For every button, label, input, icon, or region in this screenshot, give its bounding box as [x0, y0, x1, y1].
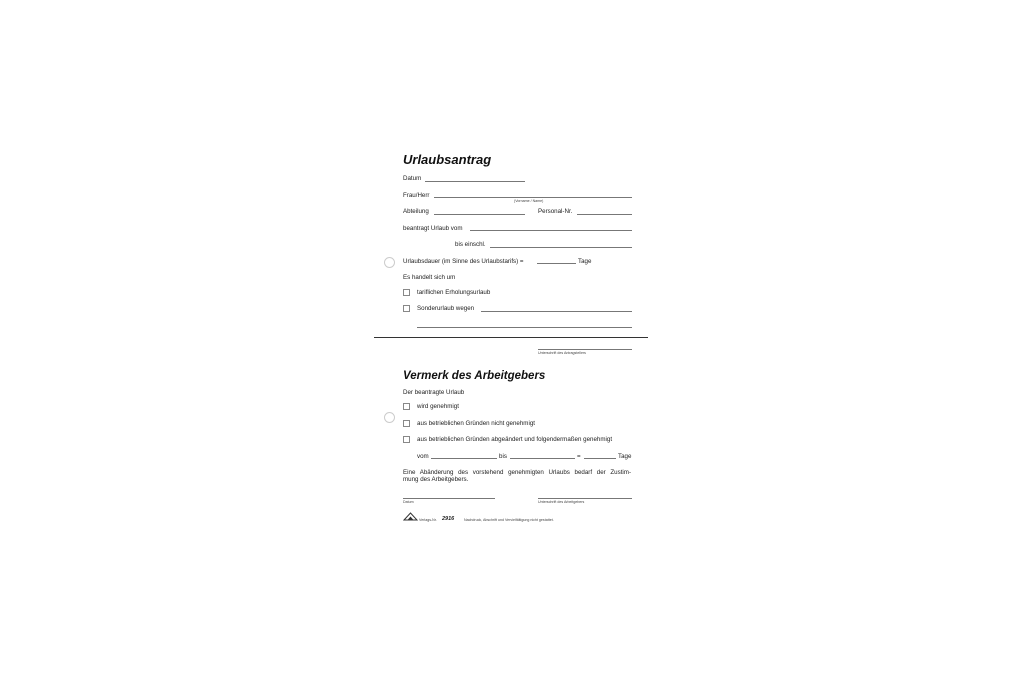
bis-einschl-field[interactable]: [490, 247, 632, 248]
urlaub-vom-field[interactable]: [470, 230, 632, 231]
personal-nr-field[interactable]: [577, 214, 632, 215]
publisher-logo-icon: [403, 512, 418, 521]
erholungsurlaub-label: tariflichen Erholungsurlaub: [417, 289, 491, 296]
employer-datum-field[interactable]: [403, 498, 495, 499]
dauer-label: Urlaubsdauer (im Sinne des Urlaubstarifs) =: [403, 258, 524, 265]
nicht-genehmigt-label: aus betrieblichen Gründen nicht genehmigt: [417, 420, 535, 427]
note-line-2: mung des Arbeitgebers.: [403, 476, 469, 483]
abgeaendert-label: aus betrieblichen Gründen abgeändert und folgendermaßen genehmigt: [417, 436, 613, 443]
vom-label: vom: [417, 453, 429, 460]
bis-label: bis: [499, 453, 507, 460]
name-hint: (Vorname / Name): [514, 199, 544, 203]
genehmigt-label: wird genehmigt: [417, 403, 459, 410]
verlag-label: Verlags-Nr.: [419, 518, 437, 522]
abgeaendert-checkbox[interactable]: [403, 436, 410, 443]
es-handelt-label: Es handelt sich um: [403, 274, 456, 281]
employer-title: Vermerk des Arbeitgebers: [403, 370, 546, 382]
copyright-notice: Nachdruck, Abschrift und Vervielfältigung nicht gestattet.: [464, 518, 554, 522]
note-line-1: Eine Abänderung des vorstehend genehmigten Urlaubs bedarf der Zustim-: [403, 469, 631, 476]
form-title: Urlaubsantrag: [403, 152, 492, 167]
tage-label: Tage: [578, 258, 592, 265]
employer-datum-label: Datum: [403, 500, 414, 504]
arbeitgeber-signature-field[interactable]: [538, 498, 632, 499]
personal-nr-label: Personal-Nr.: [538, 208, 573, 215]
datum-field[interactable]: [425, 181, 525, 182]
vom-field[interactable]: [431, 458, 497, 459]
tage-field[interactable]: [584, 458, 616, 459]
punch-hole-icon: [384, 412, 395, 423]
verlag-number: 2916: [442, 516, 455, 522]
urlaub-vom-label: beantragt Urlaub vom: [403, 225, 463, 232]
employer-tage-label: Tage: [618, 453, 632, 460]
sonderurlaub-reason-field-2[interactable]: [417, 327, 632, 328]
antragsteller-signature-field[interactable]: [538, 349, 632, 350]
datum-label: Datum: [403, 175, 422, 182]
employer-intro: Der beantragte Urlaub: [403, 389, 465, 396]
sonderurlaub-label: Sonderurlaub wegen: [417, 305, 475, 312]
genehmigt-checkbox[interactable]: [403, 403, 410, 410]
equals-label: =: [577, 453, 581, 460]
nicht-genehmigt-checkbox[interactable]: [403, 420, 410, 427]
sonderurlaub-reason-field[interactable]: [481, 311, 632, 312]
sonderurlaub-checkbox[interactable]: [403, 305, 410, 312]
name-label: Frau/Herr: [403, 192, 430, 199]
abteilung-field[interactable]: [434, 214, 525, 215]
punch-hole-icon: [384, 257, 395, 268]
name-field[interactable]: [434, 197, 632, 198]
antragsteller-signature-label: Unterschrift des Antragstellers: [538, 351, 586, 355]
erholungsurlaub-checkbox[interactable]: [403, 289, 410, 296]
abteilung-label: Abteilung: [403, 208, 429, 215]
dauer-field[interactable]: [537, 263, 576, 264]
section-divider: [374, 337, 648, 338]
arbeitgeber-signature-label: Unterschrift des Arbeitgebers: [538, 500, 585, 504]
bis-einschl-label: bis einschl.: [455, 241, 486, 248]
bis-field[interactable]: [510, 458, 575, 459]
